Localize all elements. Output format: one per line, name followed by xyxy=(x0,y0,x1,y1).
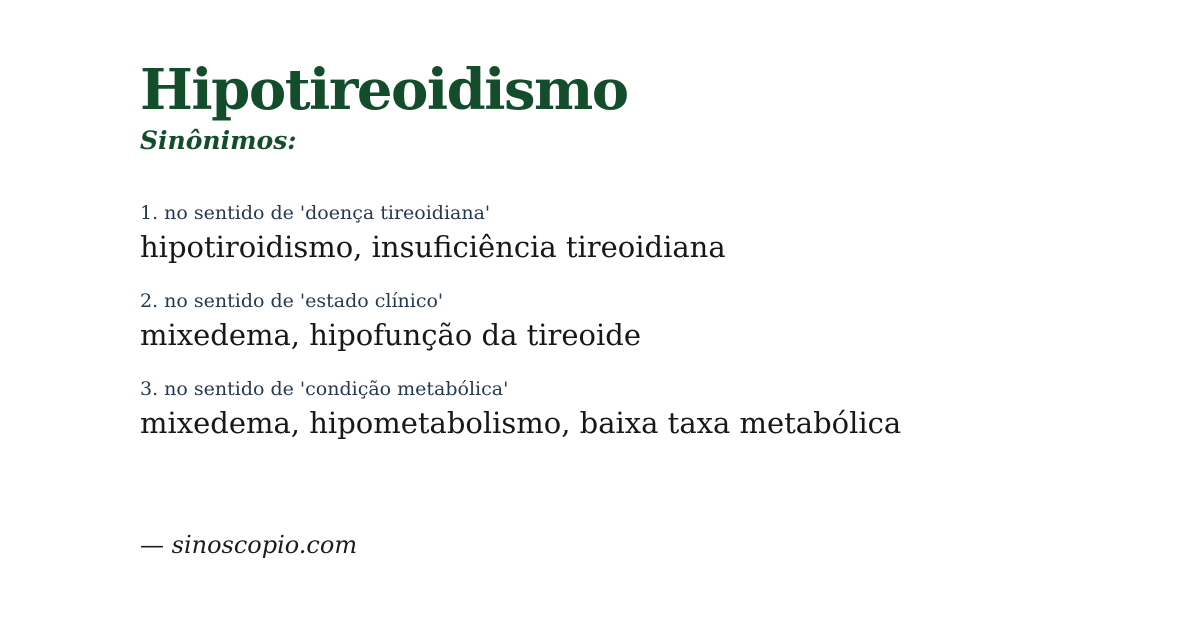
sense-entry xyxy=(140,202,1140,265)
synonym-list: mixedema, hipofunção da tireoide xyxy=(140,318,642,353)
synonym-list: mixedema, hipometabolismo, baixa taxa metabólica xyxy=(140,406,902,441)
card-content xyxy=(140,0,1140,466)
sense-label: 3. no sentido de 'condição metabólica' xyxy=(140,378,509,401)
sense-entries xyxy=(140,202,1140,441)
synonym-list: hipotiroidismo, insuficiência tireoidiana xyxy=(140,230,726,265)
sense-entry xyxy=(140,378,1140,441)
word-title: Hipotireoidismo xyxy=(140,57,628,123)
synonyms-heading: Sinônimos: xyxy=(140,126,297,156)
sense-label: 1. no sentido de 'doença tireoidiana' xyxy=(140,202,491,225)
sense-entry xyxy=(140,290,1140,353)
attribution: — sinoscopio.com xyxy=(140,531,358,559)
sense-label: 2. no sentido de 'estado clínico' xyxy=(140,290,444,313)
